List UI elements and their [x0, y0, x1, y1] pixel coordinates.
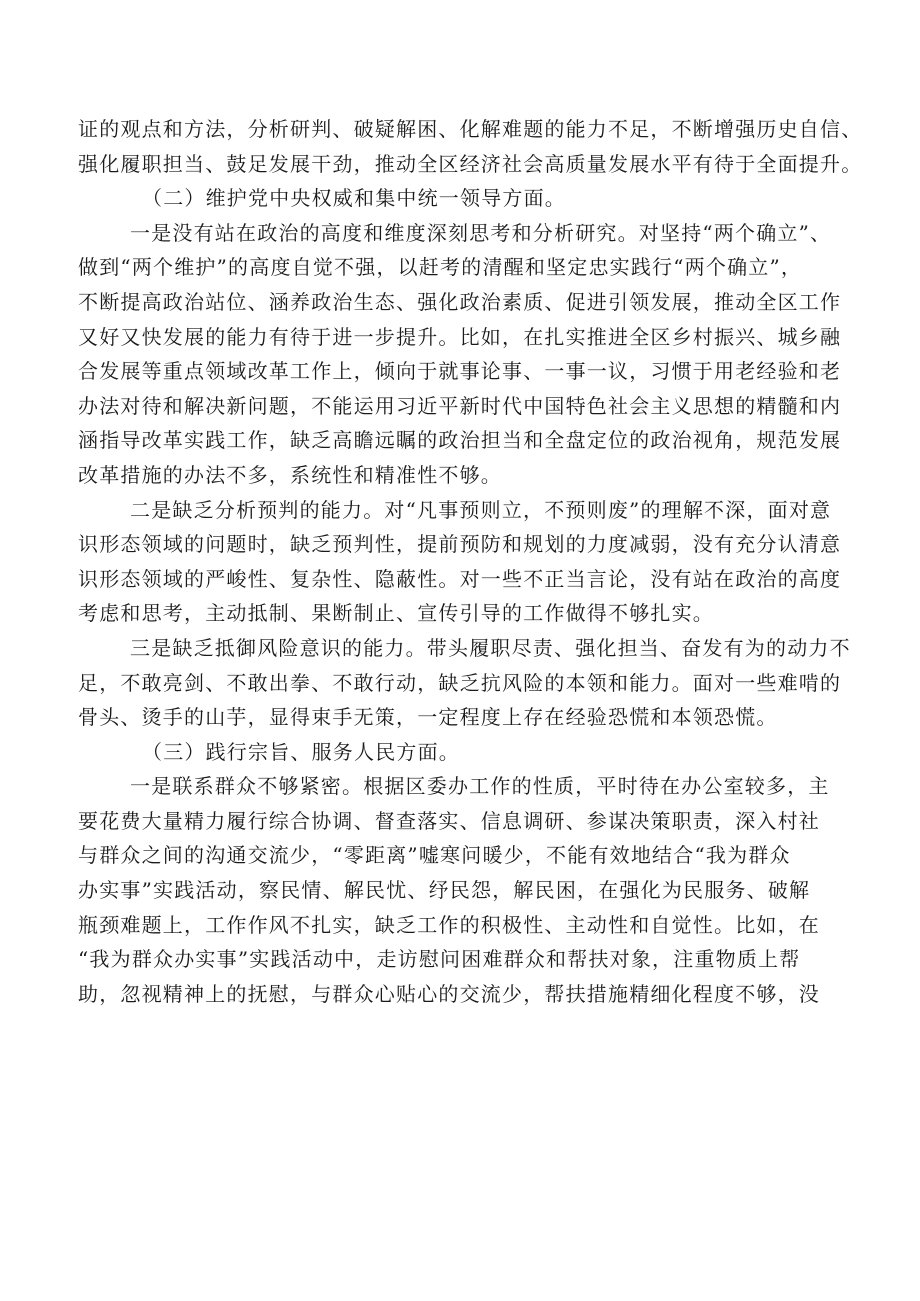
- text-line: 办法对待和解决新问题，不能运用习近平新时代中国特色社会主义思想的精髓和内: [78, 393, 842, 418]
- text-line: 办实事”实践活动，察民情、解民忧、纾民怨，解民困，在强化为民服务、破解: [78, 878, 811, 903]
- text-line: 做到“两个维护”的高度自觉不强，以赶考的清醒和坚定忠实践行“两个确立”，: [78, 255, 803, 280]
- text-line: 证的观点和方法，分析研判、破疑解困、化解难题的能力不足，不断增强历史自信、: [78, 117, 863, 141]
- text-line: 不断提高政治站位、涵养政治生态、强化政治素质、促进引领发展，推动全区工作: [78, 289, 842, 314]
- text-line: 要花费大量精力履行综合协调、督查落实、信息调研、参谋决策职责，深入村社: [78, 808, 820, 833]
- text-line: 三是缺乏抵御风险意识的能力。带头履职尽责、强化担当、奋发有为的动力不: [130, 635, 851, 660]
- text-line: 合发展等重点领域改革工作上，倾向于就事论事、一事一议，习惯于用老经验和老: [78, 359, 842, 384]
- text-line: “我为群众办实事”实践活动中，走访慰问困难群众和帮扶对象，注重物质上帮: [78, 947, 801, 972]
- text-line: 瓶颈难题上，工作作风不扎实，缺乏工作的积极性、主动性和自觉性。比如，在: [78, 912, 820, 937]
- text-line: 改革措施的办法不多，系统性和精准性不够。: [78, 462, 502, 487]
- document-body: [78, 112, 868, 1011]
- text-line: 识形态领域的问题时，缺乏预判性，提前预防和规划的力度减弱，没有充分认清意: [78, 532, 842, 557]
- text-line: 又好又快发展的能力有待于进一步提升。比如，在扎实推进全区乡村振兴、城乡融: [78, 324, 842, 349]
- text-line: 骨头、烫手的山芋，显得束手无策，一定程度上存在经验恐慌和本领恐慌。: [78, 705, 778, 730]
- section-heading: （三）践行宗旨、服务人民方面。: [142, 739, 460, 764]
- text-line: 足，不敢亮剑、不敢出拳、不敢行动，缺乏抗风险的本领和能力。面对一些难啃的: [78, 670, 842, 695]
- text-line: 与群众之间的沟通交流少，“零距离”嘘寒问暖少，不能有效地结合“我为群众: [78, 843, 791, 868]
- text-line: 涵指导改革实践工作，缺乏高瞻远瞩的政治担当和全盘定位的政治视角，规范发展: [78, 428, 842, 453]
- section-heading: （二）维护党中央权威和集中统一领导方面。: [142, 186, 566, 211]
- text-line: 识形态领域的严峻性、复杂性、隐蔽性。对一些不正当言论，没有站在政治的高度: [78, 566, 842, 591]
- text-line: 一是联系群众不够紧密。根据区委办工作的性质，平时待在办公室较多，主: [130, 774, 830, 799]
- text-line: 助，忽视精神上的抚慰，与群众心贴心的交流少，帮扶措施精细化程度不够，没: [78, 981, 820, 1006]
- text-line: 强化履职担当、鼓足发展干劲，推动全区经济社会高质量发展水平有待于全面提升。: [78, 151, 863, 176]
- text-line: 一是没有站在政治的高度和维度深刻思考和分析研究。对坚持“两个确立”、: [130, 220, 832, 245]
- text-line: 考虑和思考，主动抵制、果断制止、宣传引导的工作做得不够扎实。: [78, 601, 714, 626]
- text-line: 二是缺乏分析预判的能力。对“凡事预则立，不预则废”的理解不深，面对意: [130, 497, 832, 522]
